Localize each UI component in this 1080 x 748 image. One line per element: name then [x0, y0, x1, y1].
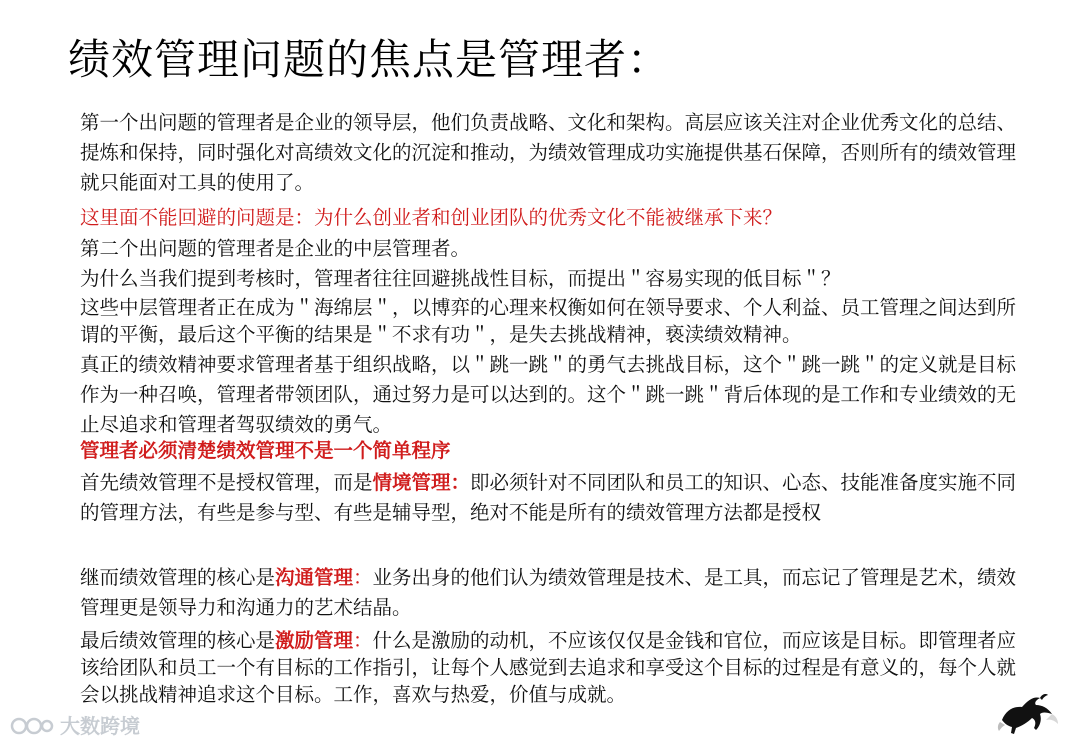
paragraph-leadership: 第一个出问题的管理者是企业的领导层，他们负责战略、文化和架构。高层应该关注对企业优秀文化的总结、提炼和保持，同时强化对高绩效文化的沉淀和推动，为绩效管理成功实施提供基石保障，否则所有的绩效管理就只能面对工具的使用了。 [80, 111, 1017, 194]
brand-logo-icon [10, 712, 54, 738]
paragraph-sponge-layer: 这些中层管理者正在成为＂海绵层＂，以博弈的心理来权衡如何在领导要求、个人利益、员工管理之间达到所谓的平衡，最后这个平衡的结果是＂不求有功＂，是失去挑战精神，亵渎绩效精神。 [80, 296, 1017, 346]
paragraph-low-targets: 为什么当我们提到考核时，管理者往往回避挑战性目标，而提出＂容易实现的低目标＂？ [80, 267, 841, 290]
watermark-logo [10, 710, 140, 739]
p9-after: 业务出身的他们认为绩效管理是技术、是工具，而忘记了管理是艺术，绩效管理更是领导力和沟通力的艺术结晶。 [80, 566, 1017, 619]
p9-before: 继而绩效管理的核心是 [80, 566, 276, 589]
paragraph-middle-managers: 第二个出问题的管理者是企业的中层管理者。 [80, 237, 471, 260]
paragraph-incentive-management [80, 627, 1030, 708]
communication-management-label: 沟通管理 [275, 566, 354, 589]
p10-before: 最后绩效管理的核心是 [80, 629, 276, 652]
paragraph-communication-management [80, 563, 1030, 623]
situational-management-label: 情境管理： [372, 471, 471, 494]
watermark-text: 大数跨境 [60, 714, 140, 738]
paragraph-jump-spirit: 真正的绩效精神要求管理者基于组织战略，以＂跳一跳＂的勇气去挑战目标，这个＂跳一跳＂的定义就是目标作为一种召唤，管理者带领团队，通过努力是可以达到的。这个＂跳一跳＂背后体现的是工作和专业绩效的无止尽追求和管理者驾驭绩效的勇气。 [80, 353, 1017, 436]
paragraph-situational-management [80, 468, 1030, 528]
p10-colon: ： [353, 629, 373, 652]
horse-icon [996, 690, 1062, 736]
incentive-management-label: 激励管理 [275, 629, 354, 652]
slide-title: 绩效管理问题的焦点是管理者： [68, 35, 671, 84]
p8-after: 即必须针对不同团队和员工的知识、心态、技能准备度实施不同的管理方法，有些是参与型、有些是辅导型，绝对不能是所有的绩效管理方法都是授权 [80, 471, 1017, 524]
p10-after: 什么是激励的动机，不应该仅仅是金钱和官位，而应该是目标。即管理者应该给团队和员工一个有目标的工作指引，让每个人感觉到去追求和享受这个目标的过程是有意义的，每个人就会以挑战精神追求这个目标。工作，喜欢与热爱，价值与成就。 [80, 629, 1017, 706]
p8-before: 首先绩效管理不是授权管理，而是 [80, 471, 373, 494]
highlight-question-culture: 这里面不能回避的问题是：为什么创业者和创业团队的优秀文化不能被继承下来？ [80, 206, 783, 229]
highlight-not-simple-procedure: 管理者必须清楚绩效管理不是一个简单程序 [80, 439, 451, 462]
p9-colon: ： [353, 566, 373, 589]
